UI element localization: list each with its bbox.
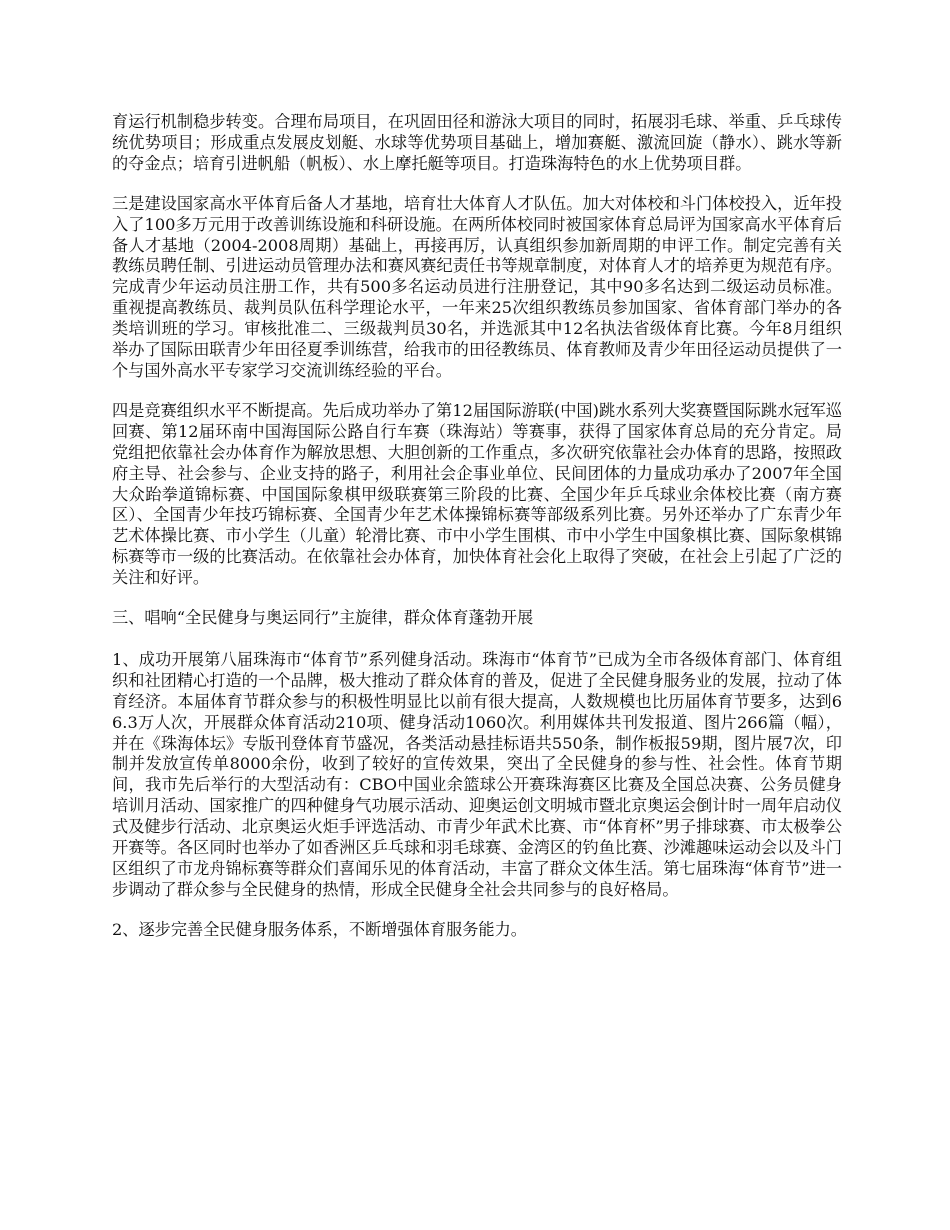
paragraph-fitness-service: 2、逐步完善全民健身服务体系，不断增强体育服务能力。 xyxy=(112,919,527,939)
paragraph-training-mechanism: 育运行机制稳步转变。合理布局项目，在巩固田径和游泳大项目的同时，拓展羽毛球、举重、乒乓球传统优势项目；形成重点发展皮划艇、水球等优势项目基础上，增加赛艇、激流回旋（静水）、跳水等新的夺金点；培育引进帆船（帆板）、水上摩托艇等项目。打造珠海特色的水上优势项目群。 xyxy=(112,112,842,173)
section-heading-mass-sports: 三、唱响“全民健身与奥运同行”主旋律，群众体育蓬勃开展 xyxy=(112,608,534,628)
document-body xyxy=(112,112,842,962)
paragraph-talent-base: 三是建设国家高水平体育后备人才基地，培育壮大体育人才队伍。加大对体校和斗门体校投入，近年投入了100多万元用于改善训练设施和科研设施。在两所体校同时被国家体育总局评为国家高水平体育后备人才基地（2004-2008周期）基础上，再接再厉，认真组织参加新周期的申评工作。制定完善有关教练员聘任制、引进运动员管理办法和赛风赛纪责任书等规章制度，对体育人才的培养更为规范有序。完成青少年运动员注册工作，共有500多名运动员进行注册登记，其中90多名达到二级运动员标准。重视提高教练员、裁判员队伍科学理论水平，一年来25次组织教练员参加国家、省体育部门举办的各类培训班的学习。审核批准二、三级裁判员30名，并选派其中12名执法省级体育比赛。今年8月组织举办了国际田联青少年田径夏季训练营，给我市的田径教练员、体育教师及青少年田径运动员提供了一个与国外高水平专家学习交流训练经验的平台。 xyxy=(112,193,842,380)
paragraph-sports-festival: 1、成功开展第八届珠海市“体育节”系列健身活动。珠海市“体育节”已成为全市各级体育部门、体育组织和社团精心打造的一个品牌，极大推动了群众体育的普及，促进了全民健身服务业的发展，拉动了体育经济。本届体育节群众参与的积极性明显比以前有很大提高，人数规模也比历届体育节要多，达到66.3万人次，开展群众体育活动210项、健身活动1060次。利用媒体共刊发报道、图片266篇（幅），并在《珠海体坛》专版刊登体育节盛况，各类活动悬挂标语共550条，制作板报59期，图片展7次，印制并发放宣传单8000余份，收到了较好的宣传效果，突出了全民健身的参与性、社会性。体育节期间，我市先后举行的大型活动有：CBO中国业余篮球公开赛珠海赛区比赛及全国总决赛、公务员健身培训月活动、国家推广的四种健身气功展示活动、迎奥运创文明城市暨北京奥运会倒计时一周年启动仪式及健步行活动、北京奥运火炬手评选活动、市青少年武术比赛、市“体育杯”男子排球赛、市太极拳公开赛等。各区同时也举办了如香洲区乒乓球和羽毛球赛、金湾区的钓鱼比赛、沙滩趣味运动会以及斗门区组织了市龙舟锦标赛等群众们喜闻乐见的体育活动，丰富了群众文体生活。第七届珠海“体育节”进一步调动了群众参与全民健身的热情，形成全民健身全社会共同参与的良好格局。 xyxy=(112,649,842,899)
paragraph-competition: 四是竞赛组织水平不断提高。先后成功举办了第12届国际游联(中国)跳水系列大奖赛暨国际跳水冠军巡回赛、第12届环南中国海国际公路自行车赛（珠海站）等赛事，获得了国家体育总局的充分肯定。局党组把依靠社会办体育作为解放思想、大胆创新的工作重点，多次研究依靠社会办体育的思路，按照政府主导、社会参与、企业支持的路子，利用社会企事业单位、民间团体的力量成功承办了2007年全国大众跆拳道锦标赛、中国国际象棋甲级联赛第三阶段的比赛、全国少年乒乓球业余体校比赛（南方赛区）、全国青少年技巧锦标赛、全国青少年艺术体操锦标赛等部级系列比赛。另外还举办了广东青少年艺术体操比赛、市小学生（儿童）轮滑比赛、市中小学生围棋、市中小学生中国象棋比赛、国际象棋锦标赛等市一级的比赛活动。在依靠社会办体育，加快体育社会化上取得了突破，在社会上引起了广泛的关注和好评。 xyxy=(112,400,842,588)
